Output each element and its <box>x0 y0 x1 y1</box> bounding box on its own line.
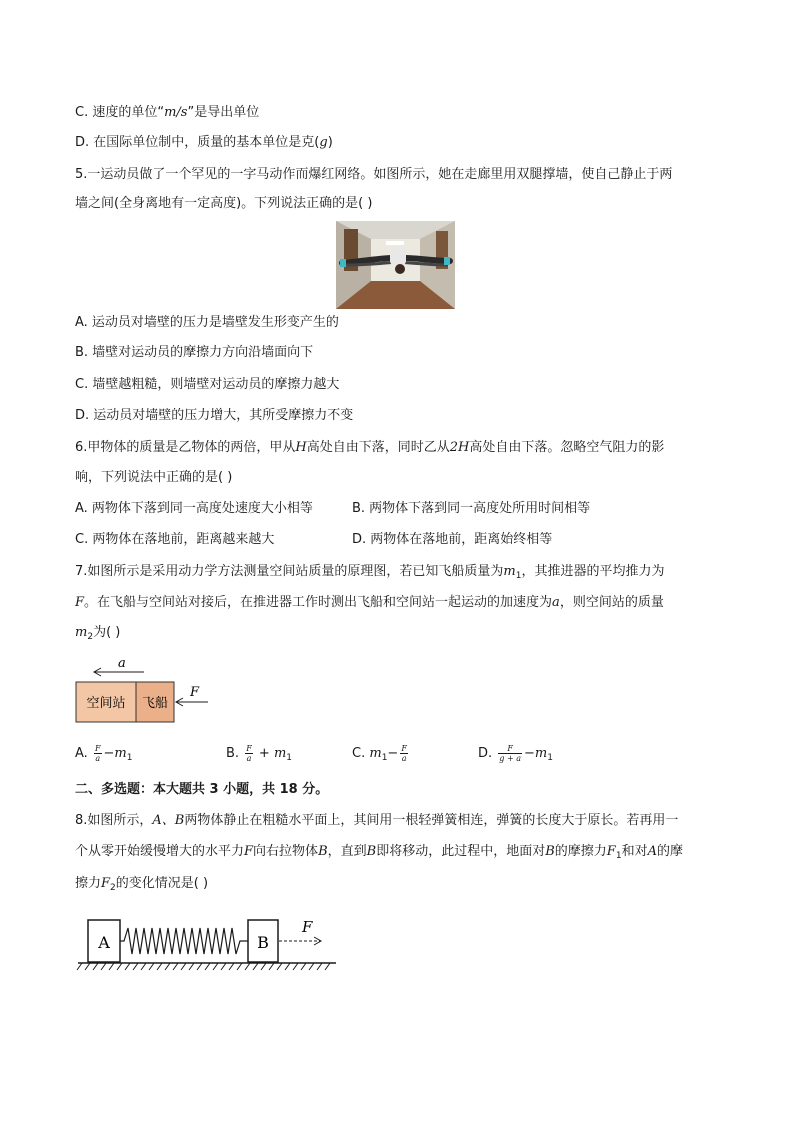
question-7-option-d: D. $\frac{F}{g + a}$ $-m_1$ <box>478 744 553 763</box>
question-8-text-2: 个从零开始缓慢增大的水平力F向右拉物体B，直到B即将移动，此过程中，地面对B的摩擦力$F_1$和对A的摩 <box>75 844 683 861</box>
spacecraft-diagram <box>74 654 224 726</box>
question-7-text-3: $m_2$为( ) <box>75 625 121 642</box>
question-6-option-b: B. 两物体下落到同一高度处所用时间相等 <box>352 501 591 516</box>
question-8-text: 8.如图所示，A、B两物体静止在粗糙水平面上，其间用一根轻弹簧相连，弹簧的长度大于原长。若再用一 <box>75 813 679 828</box>
spring <box>120 928 248 954</box>
spacecraft-diagram-svg <box>74 654 224 726</box>
spring-blocks-diagram <box>74 908 344 978</box>
question-7-option-c: C. $m_1-$ $\frac{F}{a}$ <box>352 744 407 763</box>
section-2-heading: 二、多选题：本大题共 3 小题，共 18 分。 <box>75 782 329 797</box>
question-7-text: 7.如图所示是采用动力学方法测量空间站质量的原理图，若已知飞船质量为$m_1$，其推进器的平均推力为 <box>75 564 665 581</box>
question-5-option-b: B. 墙壁对运动员的摩擦力方向沿墙面向下 <box>75 345 314 360</box>
option-c-unit: C. 速度的单位“m/s”是导出单位 <box>75 105 260 120</box>
question-7-option-a: A. $\frac{F}{a}$ $-m_1$ <box>75 744 133 763</box>
question-6-text: 6.甲物体的质量是乙物体的两倍，甲从H高处自由下落，同时乙从2H高处自由下落。忽略空气阻力的影 <box>75 440 665 455</box>
fraction-f-over-a: $\frac{F}{a}$ <box>246 744 252 763</box>
fraction-f-over-g-plus-a: $\frac{F}{g + a}$ <box>499 744 521 763</box>
spring-blocks-svg <box>74 908 344 978</box>
question-6-option-a: A. 两物体下落到同一高度处速度大小相等 <box>75 501 313 516</box>
athlete-split-photo <box>336 221 455 309</box>
question-7-option-b: B. $\frac{F}{a}$ + $m_1$ <box>226 744 292 763</box>
block-a-label: A <box>98 933 110 952</box>
question-6-text-2: 响，下列说法中正确的是( ) <box>75 470 233 485</box>
question-7-text-2: F。在飞船与空间站对接后，在推进器工作时测出飞船和空间站一起运动的加速度为a，则空间站的质量 <box>75 595 664 610</box>
fraction-f-over-a: $\frac{F}{a}$ <box>401 744 407 763</box>
block-b-label: B <box>257 933 269 952</box>
ground-hatch <box>77 963 330 970</box>
question-5-option-c: C. 墙壁越粗糙，则墙壁对运动员的摩擦力越大 <box>75 377 340 392</box>
acceleration-label: a <box>118 656 126 671</box>
space-station-label: 空间站 <box>86 696 126 711</box>
question-6-option-c: C. 两物体在落地前，距离越来越大 <box>75 532 275 547</box>
fraction-f-over-a: $\frac{F}{a}$ <box>94 744 101 763</box>
spaceship-label: 飞船 <box>141 696 169 711</box>
thrust-label: F <box>190 685 200 700</box>
force-label: F <box>302 918 313 936</box>
question-6-option-d: D. 两物体在落地前，距离始终相等 <box>352 532 553 547</box>
question-8-text-3: 擦力$F_2$的变化情况是( ) <box>75 876 209 893</box>
question-5-option-d: D. 运动员对墙壁的压力增大，其所受摩擦力不变 <box>75 408 354 423</box>
question-5-text: 5.一运动员做了一个罕见的一字马动作而爆红网络。如图所示，她在走廊里用双腿撑墙，使自己静止于两 <box>75 167 673 182</box>
athlete-split-image <box>336 221 455 309</box>
question-5-text-2: 墙之间(全身离地有一定高度)。下列说法正确的是( ) <box>75 196 373 211</box>
option-d-unit: D. 在国际单位制中，质量的基本单位是克(g) <box>75 135 333 150</box>
question-5-option-a: A. 运动员对墙壁的压力是墙壁发生形变产生的 <box>75 315 339 330</box>
